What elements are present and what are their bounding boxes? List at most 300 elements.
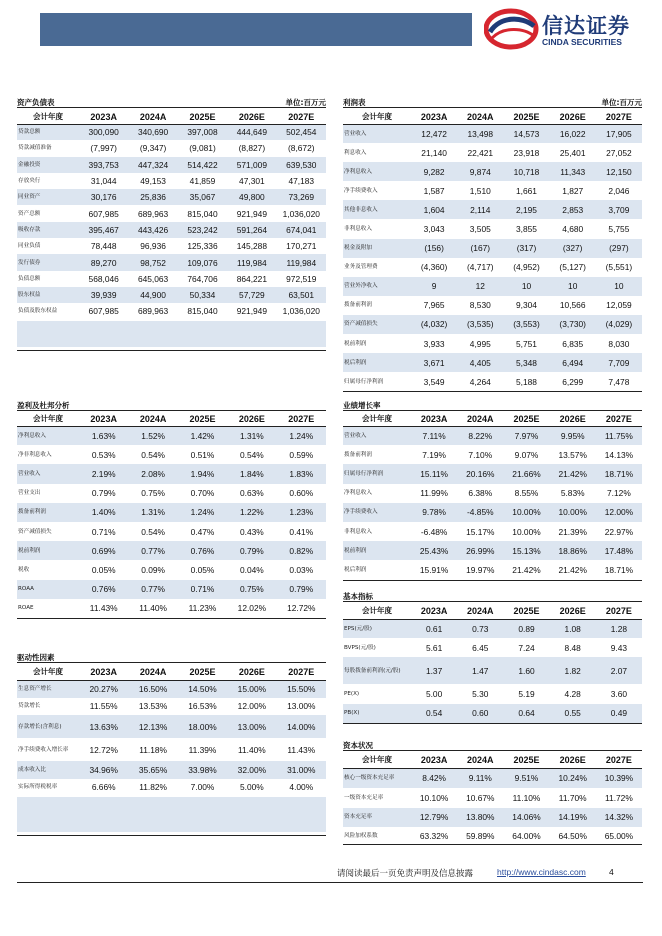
cell-value: 20.16%	[457, 464, 503, 483]
cell-value: 0.77%	[128, 541, 177, 560]
cell-value: 12.00%	[237, 701, 267, 712]
row-label: BVPS(元/股)	[344, 644, 376, 651]
cell-value: 3,549	[423, 376, 445, 387]
cell-value: 63,501	[277, 287, 326, 303]
cell-value: 10	[550, 277, 596, 296]
cell-value: 10	[596, 277, 642, 296]
row-label: 税前利润	[17, 541, 79, 560]
cell-value: 0.60	[457, 704, 503, 723]
cell-value: 12.72%	[89, 744, 118, 755]
row-label: 净利息收入	[17, 426, 79, 445]
cell-value: 0.63%	[239, 488, 264, 499]
cell-value: 3,043	[423, 224, 445, 235]
cell-value: 0.41%	[289, 526, 314, 537]
growth-rate-table	[343, 412, 642, 580]
cell-value: 0.64	[503, 704, 549, 723]
column-header-year: 2024A	[457, 412, 503, 426]
table-row	[17, 287, 326, 303]
cell-value: 22.97%	[604, 526, 634, 537]
cell-value: -6.48%	[420, 526, 448, 537]
cell-value: 47,183	[288, 176, 315, 187]
cell-value: 1.63%	[79, 426, 128, 445]
column-header-year: 2024A	[128, 110, 177, 124]
table-header-row	[17, 110, 326, 124]
cell-value: 689,963	[137, 306, 169, 317]
cell-value: 10.00%	[503, 503, 549, 522]
cell-value: 0.77%	[128, 580, 177, 599]
cell-value: 591,264	[227, 222, 276, 238]
column-header-year: 2027E	[277, 110, 326, 124]
cell-value: 15.11%	[411, 464, 457, 483]
column-header-year: 2024A	[457, 752, 503, 768]
row-label: 贷款减值准备	[18, 145, 52, 152]
balance-sheet-title: 资产负债表	[17, 98, 55, 107]
cell-value: 0.89	[503, 619, 549, 638]
cell-value: 607,985	[88, 208, 119, 219]
table-row	[343, 522, 642, 541]
table-row	[343, 788, 642, 807]
cell-value: 10.00%	[512, 526, 541, 537]
cell-value: 22,421	[467, 147, 494, 158]
column-header-year: 2025E	[178, 664, 227, 680]
cell-value: 864,221	[236, 273, 267, 284]
row-label: 实际所得税税率	[18, 784, 58, 791]
cell-value: 514,422	[178, 157, 227, 173]
cell-value: 12,472	[411, 124, 457, 143]
cell-value: 15.91%	[419, 564, 449, 575]
cell-value: 31,044	[90, 176, 117, 187]
cell-value: (9,347)	[139, 143, 167, 154]
cell-value: 14.13%	[604, 449, 634, 460]
cell-value: 1.23%	[277, 503, 326, 522]
cell-value: 5.00%	[239, 782, 264, 793]
cell-value: 9,282	[411, 162, 457, 181]
row-label: 营业外净收入	[343, 277, 411, 296]
cell-value: 9.95%	[550, 426, 596, 445]
cinda-swirl-icon	[484, 8, 540, 50]
row-label: 金融投资	[17, 157, 79, 173]
cell-value: 0.71%	[178, 580, 227, 599]
row-label: 归属母行净利润	[344, 378, 384, 385]
row-label: 利息收入	[344, 149, 367, 156]
column-header-year: 2025E	[503, 110, 549, 124]
cell-value: 393,753	[79, 157, 128, 173]
growth-rate-title: 业绩增长率	[343, 401, 381, 410]
balance-sheet-top-rule	[17, 107, 326, 108]
cell-value: 7,478	[608, 376, 630, 387]
column-header-year: 2026E	[227, 412, 276, 426]
cell-value: 145,288	[236, 241, 267, 252]
row-label: 净手续费收入	[343, 503, 411, 522]
row-label: 资本充足率	[343, 808, 411, 827]
cell-value: 1.47	[457, 657, 503, 684]
cell-value: (9,081)	[189, 143, 216, 154]
table-row	[343, 426, 642, 445]
cell-value: 9.78%	[411, 503, 457, 522]
cell-value: 7.24	[518, 642, 535, 653]
cell-value: 815,040	[187, 208, 218, 219]
row-label: 贷款总额	[17, 124, 79, 140]
cell-value: 0.04%	[239, 564, 264, 575]
cell-value: 98,752	[128, 254, 177, 270]
basic-metrics-table	[343, 603, 642, 723]
cell-value: 7.12%	[607, 488, 631, 499]
cell-value: 11.10%	[512, 792, 541, 803]
cell-value: (4,032)	[411, 315, 457, 334]
table-row	[343, 704, 642, 723]
cell-value: 5,348	[503, 353, 549, 372]
column-header-year: 2025E	[178, 412, 227, 426]
cell-value: 12.00%	[596, 503, 642, 522]
cell-value: 5,755	[608, 224, 630, 235]
cell-value: 689,963	[137, 208, 169, 219]
row-label: 净利息收入	[343, 162, 411, 181]
row-label: 同业资产	[17, 189, 79, 205]
cell-value: 0.59%	[289, 449, 314, 460]
cell-value: 11.70%	[558, 792, 587, 803]
column-header-year: 2023A	[411, 110, 457, 124]
table-row	[17, 426, 326, 445]
cell-value: (8,827)	[238, 143, 266, 154]
cell-value: 49,153	[140, 176, 166, 187]
cell-value: (5,551)	[605, 262, 633, 273]
table-row	[343, 219, 642, 238]
cell-value: 11.40%	[237, 744, 266, 755]
balance-sheet-unit: 单位:百万元	[285, 98, 326, 107]
cell-value: (4,029)	[596, 315, 642, 334]
row-label: 税后利润	[344, 566, 367, 573]
cell-value: 12	[457, 277, 503, 296]
driving-factors-blank-band	[17, 797, 326, 832]
cell-value: 815,040	[187, 306, 218, 317]
cell-value: 0.79%	[227, 541, 276, 560]
cell-value: 20.27%	[79, 680, 128, 698]
cell-value: 0.47%	[190, 526, 215, 537]
cell-value: 340,690	[128, 124, 177, 140]
cell-value: 63.32%	[419, 830, 449, 841]
column-header-label: 会计年度	[343, 412, 411, 426]
row-label: 业务及管理费	[344, 264, 378, 271]
driving-factors-table	[17, 664, 326, 796]
row-label: 负债及股东权益	[18, 308, 58, 315]
cell-value: 39,939	[79, 287, 128, 303]
table-row	[17, 560, 326, 579]
cell-value: 1,827	[562, 185, 584, 196]
table-row	[17, 522, 326, 541]
cell-value: 0.71%	[91, 526, 116, 537]
driving-factors-bottom-rule	[17, 835, 326, 836]
cell-value: 9.51%	[503, 768, 549, 788]
table-row	[343, 143, 642, 162]
cell-value: 764,706	[187, 273, 218, 284]
cell-value: 26.99%	[457, 541, 503, 560]
cell-value: 0.43%	[239, 526, 264, 537]
row-label: 税前利润	[344, 340, 367, 347]
cell-value: 0.69%	[79, 541, 128, 560]
row-label: 生息资产增长	[17, 680, 79, 698]
cell-value: 1.28	[596, 619, 642, 638]
column-header-year: 2027E	[596, 412, 642, 426]
cell-value: 502,454	[277, 124, 326, 140]
cell-value: 11.18%	[139, 744, 167, 755]
cell-value: 607,985	[88, 306, 119, 317]
cell-value: 21,140	[421, 147, 447, 158]
cell-value: 0.76%	[178, 541, 227, 560]
cell-value: (3,553)	[503, 315, 549, 334]
cell-value: 11.39%	[188, 744, 217, 755]
cell-value: 0.05%	[190, 564, 215, 575]
row-label: 一级资本充足率	[344, 794, 384, 801]
cell-value: 11.99%	[420, 488, 448, 499]
table-row	[17, 503, 326, 522]
cell-value: 972,519	[286, 273, 317, 284]
table-row	[17, 124, 326, 140]
cell-value: 1.82	[550, 657, 596, 684]
table-row	[17, 303, 326, 319]
cell-value: 9	[411, 277, 457, 296]
cell-value: (4,360)	[420, 262, 448, 273]
cell-value: 0.75%	[227, 580, 276, 599]
cell-value: 3.60	[610, 688, 628, 699]
cell-value: 4,680	[562, 224, 584, 235]
row-label: 吸收存款	[17, 222, 79, 238]
column-header-year: 2023A	[79, 664, 128, 680]
footer-divider	[17, 882, 643, 883]
cell-value: 18.86%	[550, 541, 596, 560]
cell-value: 1.24%	[178, 503, 227, 522]
row-label: 同业负债	[18, 243, 41, 250]
cell-value: 0.61	[411, 619, 457, 638]
cell-value: 0.54%	[141, 526, 165, 537]
cell-value: 0.76%	[79, 580, 128, 599]
cell-value: 6,835	[562, 338, 584, 349]
cell-value: 10,566	[559, 300, 586, 311]
column-header-year: 2023A	[411, 412, 457, 426]
cell-value: 11.40%	[139, 603, 167, 614]
cell-value: 27,052	[606, 147, 632, 158]
row-label: 贷款增长	[18, 703, 41, 710]
basic-metrics-title: 基本指标	[343, 592, 373, 601]
cell-value: 7,965	[423, 300, 445, 311]
cell-value: 15.00%	[227, 680, 276, 698]
cell-value: 5.61	[425, 642, 443, 653]
table-row	[17, 205, 326, 221]
cell-value: 89,270	[79, 254, 128, 270]
cell-value: 21.42%	[550, 464, 596, 483]
cell-value: 11.43%	[89, 603, 118, 614]
table-row	[343, 445, 642, 464]
cell-value: 16,022	[550, 124, 596, 143]
cell-value: 395,467	[79, 222, 128, 238]
table-row	[343, 239, 642, 258]
column-header-year: 2026E	[550, 412, 596, 426]
cell-value: 2,853	[550, 200, 596, 219]
cell-value: 7.97%	[503, 426, 549, 445]
table-row	[17, 680, 326, 698]
cell-value: (5,127)	[559, 262, 586, 273]
cell-value: 645,063	[137, 273, 169, 284]
cinda-logo	[484, 8, 649, 52]
table-header-row	[343, 412, 642, 426]
column-header-label: 会计年度	[17, 412, 79, 426]
row-label: 净手续费收入	[344, 187, 378, 194]
cell-value: 0.73	[457, 619, 503, 638]
table-row	[343, 277, 642, 296]
column-header-label: 会计年度	[17, 664, 79, 680]
cell-value: 31.00%	[277, 761, 326, 779]
cell-value: 0.79%	[91, 488, 116, 499]
cell-value: 0.60%	[289, 488, 314, 499]
column-header-year: 2024A	[457, 603, 503, 619]
cell-value: 4,995	[469, 338, 491, 349]
table-row	[17, 140, 326, 156]
row-label: 营业收入	[343, 426, 411, 445]
cell-value: 7.00%	[190, 782, 215, 793]
table-row	[17, 173, 326, 189]
cell-value: 8,530	[469, 300, 491, 311]
row-label: 核心一级资本充足率	[343, 768, 411, 788]
cell-value: 12.79%	[411, 808, 457, 827]
cell-value: 7.11%	[411, 426, 457, 445]
cell-value: 6,299	[562, 376, 584, 387]
table-row	[17, 541, 326, 560]
cell-value: 571,009	[227, 157, 276, 173]
cell-value: 2.08%	[128, 464, 177, 483]
cell-value: 4,264	[469, 376, 491, 387]
row-label: 非利息收入	[344, 528, 372, 535]
cell-value: (297)	[596, 239, 642, 258]
cell-value: 10,718	[503, 162, 549, 181]
row-label: 资产减值损失	[343, 315, 411, 334]
cell-value: (317)	[503, 239, 549, 258]
cell-value: 41,859	[189, 176, 216, 187]
table-row	[17, 715, 326, 738]
column-header-year: 2026E	[227, 664, 276, 680]
cell-value: 1.52%	[128, 426, 177, 445]
cell-value: 8.55%	[514, 488, 539, 499]
row-label: 净非利息收入	[18, 451, 52, 458]
cell-value: 96,936	[140, 241, 166, 252]
cell-value: 0.09%	[141, 564, 165, 575]
cell-value: (4,717)	[467, 262, 494, 273]
cell-value: 6,494	[550, 353, 596, 372]
cell-value: 32.00%	[227, 761, 276, 779]
cell-value: 15.17%	[466, 526, 495, 537]
cell-value: 14.32%	[596, 808, 642, 827]
row-label: PE(X)	[344, 690, 360, 697]
column-header-year: 2027E	[277, 664, 326, 680]
cell-value: 1,036,020	[282, 306, 320, 317]
cell-value: 12,059	[606, 300, 632, 311]
table-row	[17, 698, 326, 716]
cell-value: 12,150	[596, 162, 642, 181]
cell-value: 25.43%	[411, 541, 457, 560]
cell-value: 13.53%	[138, 701, 168, 712]
cell-value: 18.71%	[604, 564, 634, 575]
table-header-row	[17, 664, 326, 680]
cell-value: 13.00%	[287, 701, 316, 712]
cell-value: 64.50%	[558, 830, 587, 841]
cell-value: 6.38%	[468, 488, 493, 499]
cell-value: 1.84%	[227, 464, 276, 483]
cell-value: 0.54	[411, 704, 457, 723]
table-row	[17, 779, 326, 797]
cell-value: 19.97%	[466, 564, 495, 575]
cell-value: 568,046	[88, 273, 119, 284]
table-row	[17, 271, 326, 287]
cell-value: 1,036,020	[282, 208, 320, 219]
row-label: 税前利润	[343, 541, 411, 560]
cell-value: 57,729	[227, 287, 276, 303]
cell-value: -4.85%	[457, 503, 503, 522]
table-row	[343, 560, 642, 579]
cell-value: 64.00%	[512, 830, 541, 841]
column-header-year: 2027E	[596, 603, 642, 619]
cell-value: 78,448	[90, 241, 117, 252]
cell-value: 0.82%	[277, 541, 326, 560]
cell-value: 397,008	[178, 124, 227, 140]
profitability-table	[17, 412, 326, 618]
cell-value: 16.53%	[188, 701, 217, 712]
website-link[interactable]: http://www.cindasc.com	[497, 867, 586, 877]
table-row	[343, 541, 642, 560]
cell-value: 2,195	[503, 200, 549, 219]
capital-status-title: 资本状况	[343, 741, 373, 750]
table-header-row	[343, 752, 642, 768]
cell-value: 0.79%	[277, 580, 326, 599]
capital-status-bottom-rule	[343, 844, 642, 845]
cell-value: 0.49	[596, 704, 642, 723]
cell-value: 300,090	[79, 124, 128, 140]
cell-value: 0.53%	[91, 449, 116, 460]
row-label: 负债总额	[18, 275, 41, 282]
column-header-year: 2027E	[596, 752, 642, 768]
column-header-year: 2024A	[457, 110, 503, 124]
cell-value: 0.05%	[91, 564, 116, 575]
cell-value: 11.82%	[139, 782, 167, 793]
row-label: 营业收入	[17, 464, 79, 483]
cell-value: 1.24%	[277, 426, 326, 445]
cell-value: 6.45	[472, 642, 489, 653]
cell-value: 1.94%	[178, 464, 227, 483]
cell-value: 10.10%	[419, 792, 449, 803]
cell-value: 921,949	[236, 208, 267, 219]
cell-value: 23,918	[513, 147, 540, 158]
cell-value: 5.30	[472, 688, 489, 699]
cell-value: 73,269	[277, 189, 326, 205]
cell-value: 13.00%	[227, 715, 276, 738]
column-header-year: 2027E	[596, 110, 642, 124]
cell-value: 12.72%	[287, 603, 316, 614]
cell-value: 7.10%	[468, 449, 493, 460]
cell-value: 47,301	[239, 176, 265, 187]
cell-value: 14.00%	[277, 715, 326, 738]
cell-value: 49,800	[227, 189, 276, 205]
table-row	[343, 315, 642, 334]
table-row	[343, 334, 642, 353]
table-row	[17, 238, 326, 254]
column-header-year: 2025E	[503, 752, 549, 768]
column-header-label: 会计年度	[17, 110, 79, 124]
cell-value: 11.72%	[605, 792, 633, 803]
row-label: 成本收入比	[17, 761, 79, 779]
cell-value: 0.51%	[190, 449, 215, 460]
cell-value: 14.19%	[550, 808, 596, 827]
table-row	[17, 761, 326, 779]
row-label: 非利息收入	[344, 226, 372, 233]
cell-value: 1.83%	[277, 464, 326, 483]
cell-value: 11,343	[550, 162, 596, 181]
